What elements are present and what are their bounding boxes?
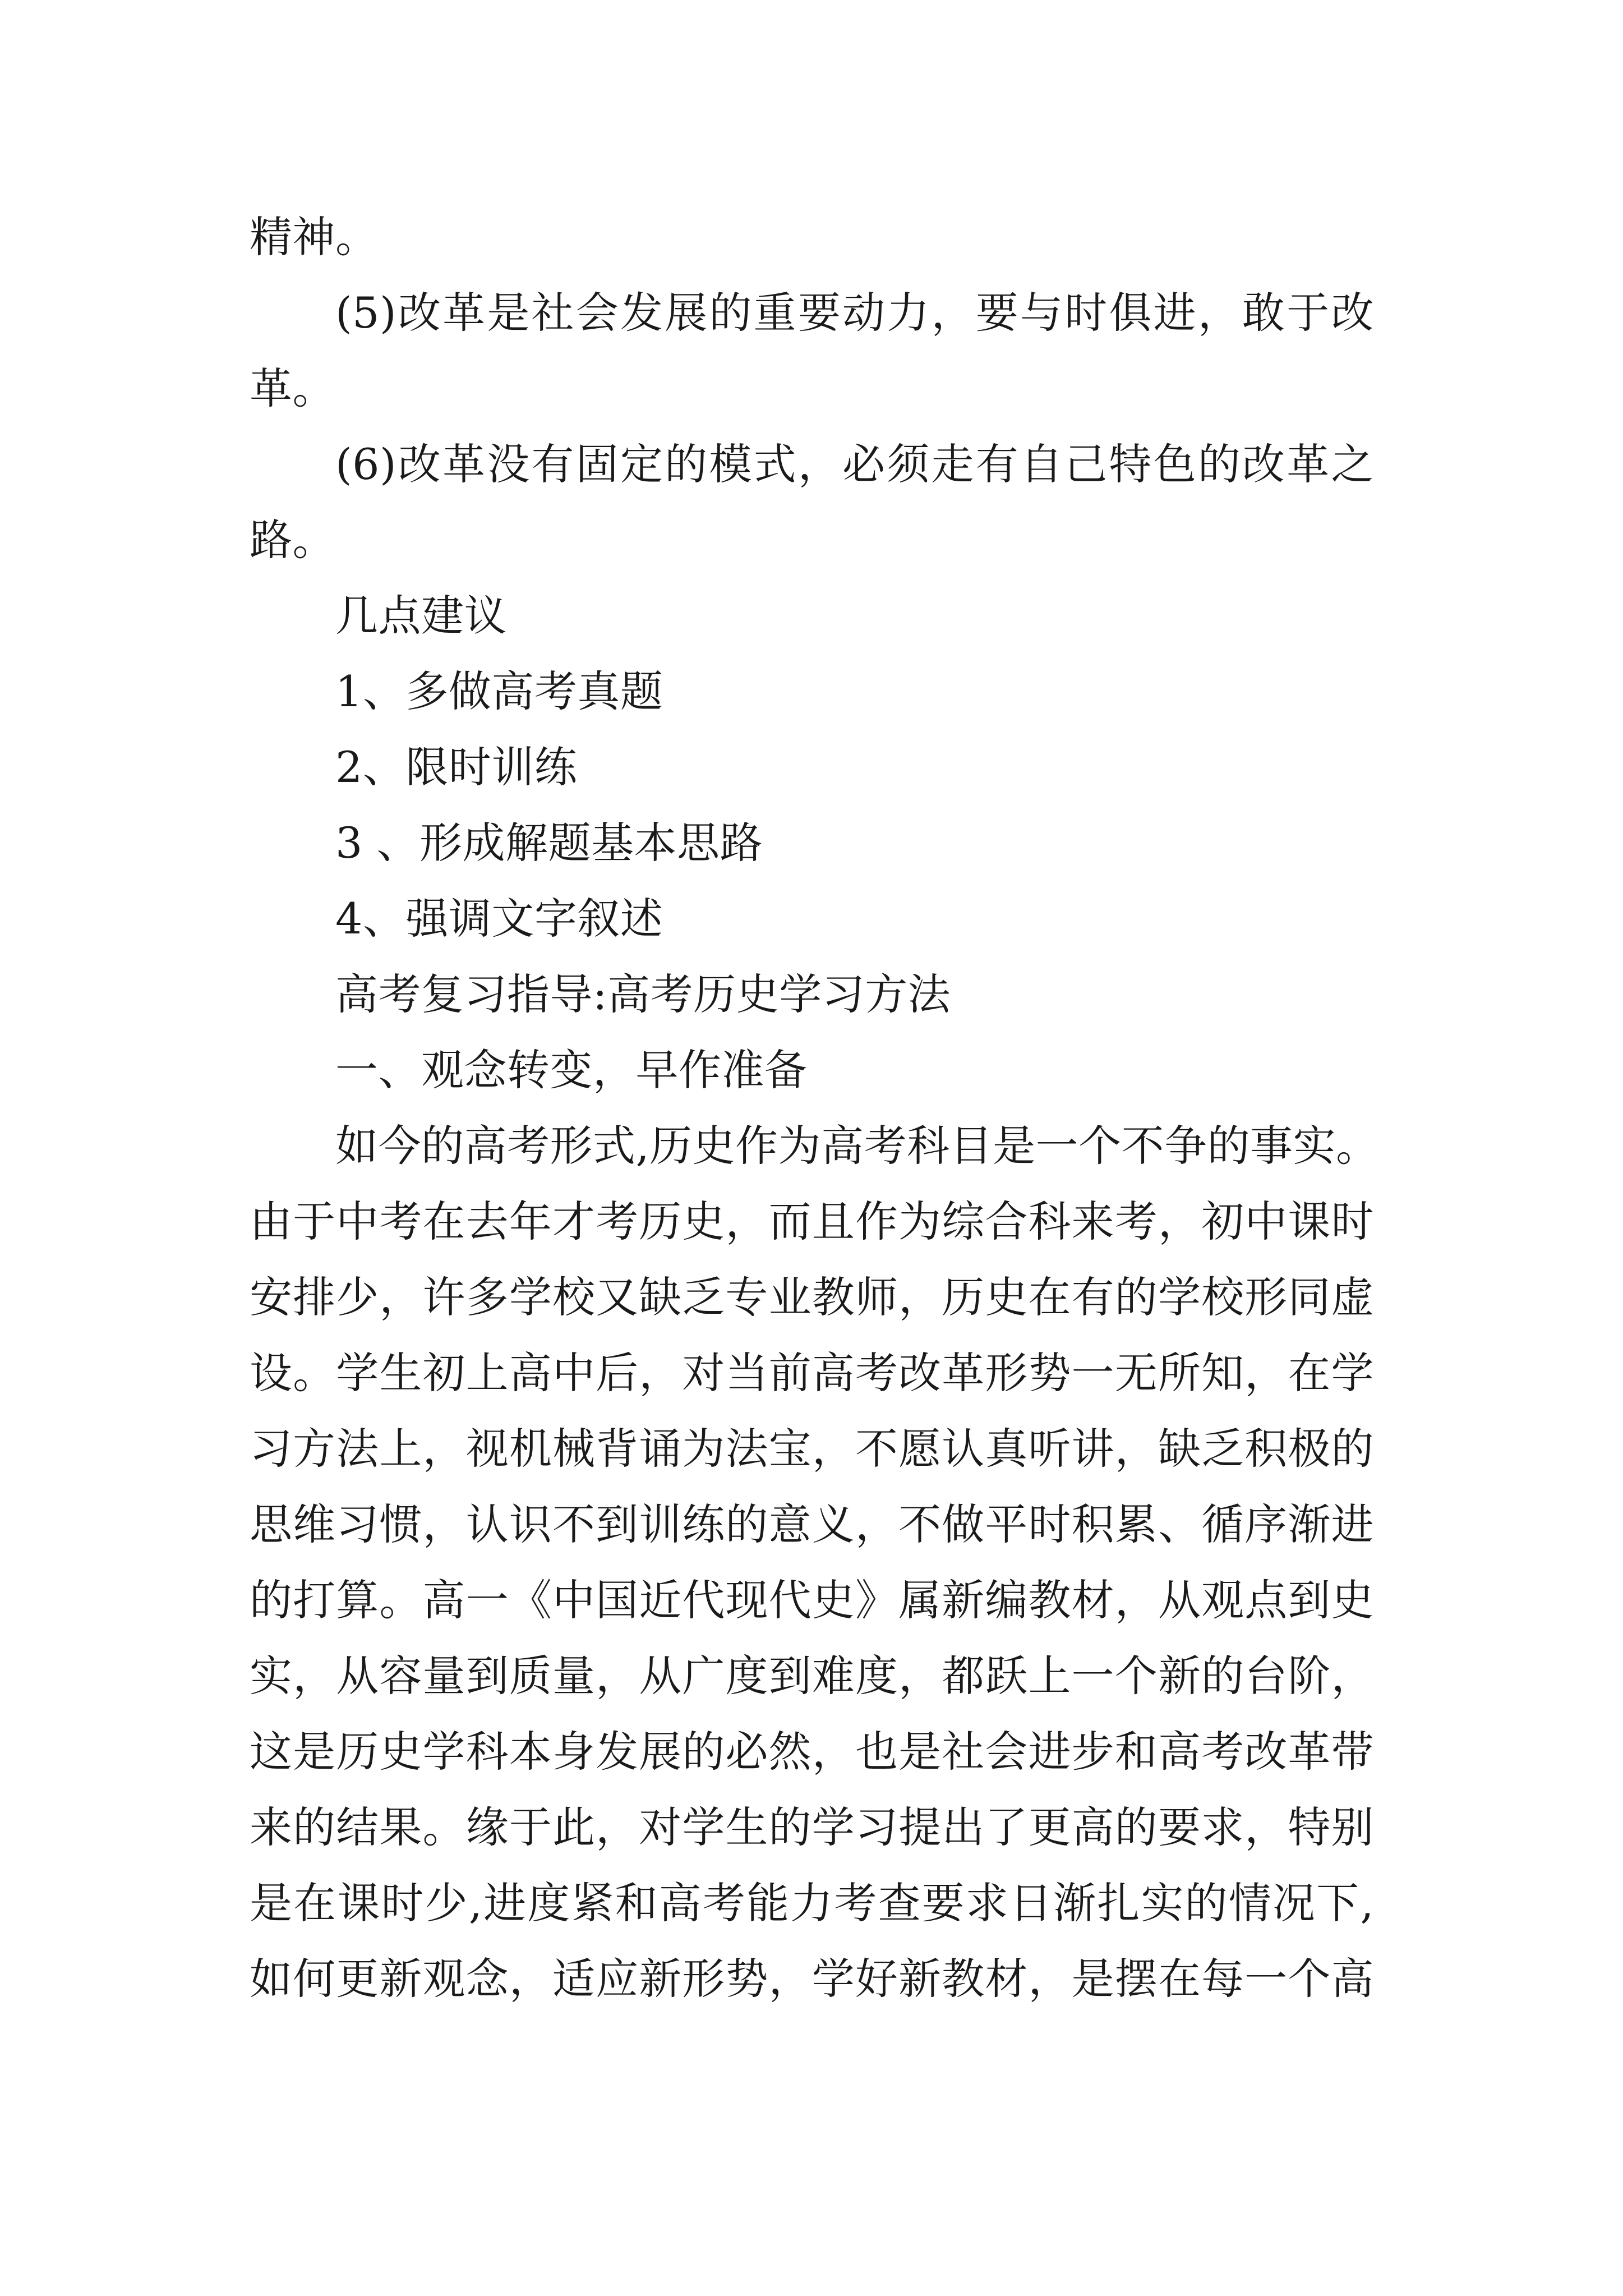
- text-line: 革。: [250, 364, 335, 413]
- section-title: 高考复习指导:高考历史学习方法: [335, 969, 951, 1019]
- text-line: (5)改革是社会发展的重要动力，要与时俱进，敢于改: [335, 288, 1374, 338]
- text-line: 习方法上，视机械背诵为法宝，不愿认真听讲，缺乏积极的: [250, 1424, 1374, 1474]
- text-line: 精神。: [250, 212, 379, 262]
- text-line: 是在课时少,进度紧和高考能力考查要求日渐扎实的情况下,: [250, 1878, 1374, 1928]
- list-item: 3 、形成解题基本思路: [335, 818, 763, 868]
- text-line: 实，从容量到质量，从广度到难度，都跃上一个新的台阶，: [250, 1651, 1374, 1701]
- list-item: 1、多做高考真题: [335, 666, 663, 716]
- text-line: 如今的高考形式,历史作为高考科目是一个不争的事实。: [335, 1121, 1379, 1171]
- section-heading: 几点建议: [335, 591, 507, 641]
- list-item: 4、强调文字叙述: [335, 894, 663, 944]
- text-line: 由于中考在去年才考历史，而且作为综合科来考，初中课时: [250, 1197, 1374, 1246]
- text-line: 设。学生初上高中后，对当前高考改革形势一无所知，在学: [250, 1348, 1374, 1398]
- text-line: 安排少，许多学校又缺乏专业教师，历史在有的学校形同虚: [250, 1272, 1374, 1322]
- text-line: 来的结果。缘于此，对学生的学习提出了更高的要求，特别: [250, 1802, 1374, 1852]
- text-line: 这是历史学科本身发展的必然，也是社会进步和高考改革带: [250, 1727, 1374, 1777]
- section-heading: 一、观念转变，早作准备: [335, 1045, 808, 1095]
- text-line: 的打算。高一《中国近代现代史》属新编教材，从观点到史: [250, 1575, 1374, 1625]
- text-line: (6)改革没有固定的模式，必须走有自己特色的改革之: [335, 439, 1374, 489]
- list-item: 2、限时训练: [335, 742, 578, 792]
- text-line: 路。: [250, 515, 335, 565]
- text-line: 如何更新观念，适应新形势，学好新教材，是摆在每一个高: [250, 1954, 1374, 2004]
- text-line: 思维习惯，认识不到训练的意义，不做平时积累、循序渐进: [250, 1499, 1374, 1549]
